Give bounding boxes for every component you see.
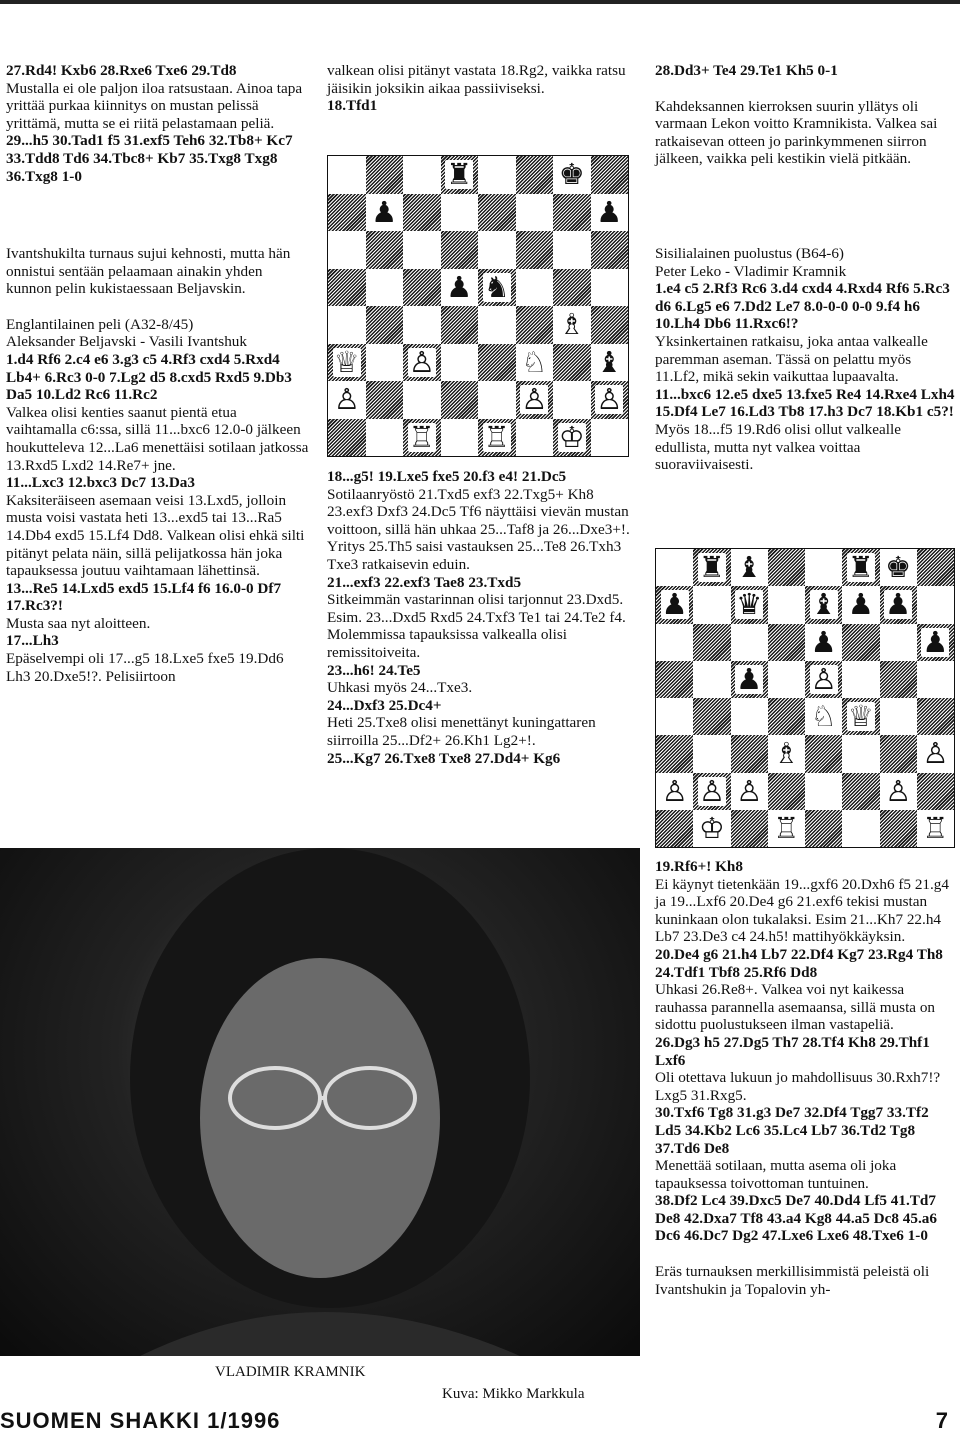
commentary-paragraph: Peter Leko - Vladimir Kramnik [655, 262, 847, 280]
board-square [516, 419, 554, 457]
commentary-paragraph: Aleksander Beljavski - Vasili Ivantshuk [6, 333, 247, 351]
column-1-top [6, 62, 310, 185]
commentary-paragraph: valkean olisi pitänyt vastata 18.Rg2, vaikka ratsu jäisikin joksikin aikaa passiiviseksi. [327, 62, 626, 97]
commentary-paragraph: Yksinkertainen ratkaisu, joka antaa valkealle paremman aseman. Tässä on pelattu myös 11.Lf2, mikä sekin vaikuttaa lupaavalta. [655, 332, 928, 386]
move-sequence: 24...Dxf3 25.Dc4+ [327, 696, 442, 714]
chess-piece: ♙ [698, 773, 725, 808]
board-square [768, 810, 805, 847]
board-square [842, 549, 879, 586]
move-sequence: 29...h5 30.Tad1 f5 31.exf5 Teh6 32.Tb8+ Kc7 33.Tdd8 Td6 34.Tbc8+ Kb7 35.Txg8 Txg8 36.Txg8 1-0 [6, 132, 293, 185]
board-square [403, 381, 441, 419]
board-square [768, 661, 805, 698]
board-square [693, 661, 730, 698]
board-square [731, 773, 768, 810]
move-sequence: 19.Rf6+! Kh8 [655, 858, 743, 875]
chess-piece: ♟ [661, 587, 688, 622]
move-sequence: 18.Tfd1 [327, 97, 378, 115]
board-square [328, 344, 366, 382]
board-square [553, 381, 591, 419]
board-square [366, 344, 404, 382]
board-square [768, 586, 805, 623]
chess-piece: ♕ [333, 344, 360, 379]
chess-piece: ♚ [885, 550, 912, 585]
magazine-footer: SUOMEN SHAKKI 1/1996 [0, 1408, 281, 1433]
move-sequence: 1.e4 c5 2.Rf3 Rc6 3.d4 cxd4 4.Rxd4 Rf6 5.Rc3 d6 6.Lg5 e6 7.Dd2 Le7 8.0-0-0 0-0 9.f4 h6 10.Lh4 Db6 11.Rxc6!? [655, 280, 950, 333]
board-square [805, 698, 842, 735]
board-square [731, 661, 768, 698]
board-square [553, 306, 591, 344]
board-square [693, 624, 730, 661]
commentary-paragraph: Sisilialainen puolustus (B64-6) [655, 245, 844, 262]
board-square [842, 624, 879, 661]
commentary-paragraph: Sotilaanryöstö 21.Txd5 exf3 22.Txg5+ Kh8 23.exf3 Dxf3 24.Dc5 Tf6 näyttäisi vievän mustan voittoon, sillä hän uhkaa 25...Taf8 ja 26...Dxe3+!. Yritys 25.Th5 saisi vastauksen 25...Te8 26.Txh3 Txe3 ratkaisevin eduin. [327, 485, 630, 573]
chess-piece: ♟ [810, 624, 837, 659]
chess-piece: ♔ [558, 419, 585, 454]
board-square [693, 735, 730, 772]
chess-piece: ♟ [847, 587, 874, 622]
chess-piece: ♘ [810, 699, 837, 734]
board-square [768, 624, 805, 661]
move-sequence: 25...Kg7 26.Txe8 Txe8 27.Dd4+ Kg6 [327, 749, 561, 767]
chess-piece: ♟ [922, 624, 949, 659]
board-square [366, 381, 404, 419]
move-sequence: 20.De4 g6 21.h4 Lb7 22.Df4 Kg7 23.Rg4 Th8 24.Tdf1 Tbf8 25.Rf6 Dd8 [655, 945, 943, 981]
board-square [441, 344, 479, 382]
chess-piece: ♗ [773, 736, 800, 771]
board-square [591, 194, 629, 232]
chess-piece: ♖ [922, 810, 949, 845]
board-square [842, 661, 879, 698]
board-square [917, 810, 954, 847]
chess-piece: ♛ [736, 587, 763, 622]
board-square [553, 156, 591, 194]
board-square [366, 156, 404, 194]
chess-piece: ♙ [521, 382, 548, 417]
board-square [403, 194, 441, 232]
chess-diagram-1 [327, 155, 629, 457]
board-square [768, 773, 805, 810]
board-square [553, 419, 591, 457]
board-square [842, 586, 879, 623]
chess-piece: ♝ [810, 587, 837, 622]
chess-piece: ♟ [885, 587, 912, 622]
board-square [805, 586, 842, 623]
chess-piece: ♙ [736, 773, 763, 808]
board-square [805, 549, 842, 586]
paragraph-gap [655, 1245, 955, 1263]
move-sequence: 21...exf3 22.exf3 Tae8 23.Txd5 [327, 573, 522, 591]
board-square [656, 735, 693, 772]
board-square [880, 549, 917, 586]
board-square [880, 735, 917, 772]
chess-piece: ♞ [483, 269, 510, 304]
chess-piece: ♚ [558, 157, 585, 192]
board-square [917, 549, 954, 586]
photo-credit: Kuva: Mikko Markkula [442, 1386, 585, 1402]
board-square [656, 624, 693, 661]
board-square [591, 344, 629, 382]
board-square [805, 735, 842, 772]
commentary-paragraph: Kahdeksannen kierroksen suurin yllätys oli varmaan Lekon voitto Kramnikista. Valkea sai ratkaisevan otteen jo parinkymmenen siirron jälkeen, vaikka peli kestikin vielä pitkään. [655, 97, 938, 168]
move-sequence: 13...Re5 14.Lxd5 exd5 15.Lf4 f6 16.0-0 Df7 17.Rc3?! [6, 579, 282, 615]
board-square [441, 419, 479, 457]
move-sequence: 30.Txf6 Tg8 31.g3 De7 32.Df4 Tgg7 33.Tf2 Ld5 34.Kb2 Lc6 35.Lc4 Lb7 36.Td2 Tg8 37.Td6 De8 [655, 1104, 929, 1157]
board-square [842, 698, 879, 735]
paragraph-gap [6, 298, 310, 316]
move-sequence: 17...Lh3 [6, 632, 59, 650]
board-square [516, 306, 554, 344]
column-2-main [327, 468, 631, 767]
column-1-main [6, 245, 310, 685]
column-3-top [655, 62, 955, 168]
commentary-paragraph: Eräs turnauksen merkillisimmistä peleistä oli Ivantshukin ja Topalovin yh- [655, 1263, 930, 1298]
board-square [731, 549, 768, 586]
board-square [880, 698, 917, 735]
chess-piece: ♙ [661, 773, 688, 808]
board-square [441, 269, 479, 307]
chess-piece: ♕ [847, 699, 874, 734]
board-square [553, 231, 591, 269]
board-square [656, 773, 693, 810]
board-square [656, 586, 693, 623]
commentary-paragraph: Oli otettava lukuun jo mahdollisuus 30.Rxh7!? Lxg5 31.Rxg5. [655, 1069, 941, 1104]
chess-piece: ♜ [698, 550, 725, 585]
board-square [880, 810, 917, 847]
board-square [553, 344, 591, 382]
board-square [656, 698, 693, 735]
commentary-paragraph: Menettää sotilaan, mutta asema oli joka tapauksessa toivottoman tuntuinen. [655, 1157, 897, 1192]
chess-piece: ♟ [371, 194, 398, 229]
board-square [516, 156, 554, 194]
move-sequence: 11...bxc6 12.e5 dxe5 13.fxe5 Re4 14.Rxe4 Lxh4 15.Df4 Le7 16.Ld3 Tb8 17.h3 Dc7 18.Kb1 c5?! [655, 385, 955, 421]
board-square [441, 381, 479, 419]
board-square [693, 549, 730, 586]
chess-piece: ♖ [408, 419, 435, 454]
board-square [366, 419, 404, 457]
move-sequence: 1.d4 Rf6 2.c4 e6 3.g3 c5 4.Rf3 cxd4 5.Rxd4 Lb4+ 6.Rc3 0-0 7.Lg2 d5 8.cxd5 Rxd5 9.Db3 Da5 10.Ld2 Rc6 11.Rc2 [6, 350, 292, 404]
chess-diagram-2 [655, 548, 955, 848]
board-square [917, 586, 954, 623]
board-square [478, 269, 516, 307]
board-square [880, 773, 917, 810]
board-square [917, 735, 954, 772]
move-sequence: 38.Df2 Lc4 39.Dxc5 De7 40.Dd4 Lf5 41.Td7 De8 42.Dxa7 Tf8 43.a4 Kg8 44.a5 Dc8 45.a6 Dc6 46.Dc7 Dg2 47.Lxe6 Lxe6 48.Txe6 1-0 [655, 1192, 937, 1245]
column-3-bottom [655, 858, 955, 1298]
chess-piece: ♘ [521, 344, 548, 379]
board-square [516, 344, 554, 382]
chess-piece: ♔ [698, 810, 725, 845]
board-square [768, 549, 805, 586]
chess-piece: ♙ [596, 382, 623, 417]
board-square [441, 231, 479, 269]
commentary-paragraph: Musta saa nyt aloitteen. [6, 614, 151, 632]
board-square [805, 661, 842, 698]
board-square [366, 231, 404, 269]
move-sequence: 23...h6! 24.Te5 [327, 661, 421, 679]
board-square [328, 194, 366, 232]
board-square [693, 698, 730, 735]
chess-piece: ♙ [408, 344, 435, 379]
board-square [591, 156, 629, 194]
chess-piece: ♖ [483, 419, 510, 454]
column-3-main [655, 245, 955, 474]
move-sequence: 26.Dg3 h5 27.Dg5 Th7 28.Tf4 Kh8 29.Thf1 Lxf6 [655, 1033, 930, 1069]
board-square [842, 773, 879, 810]
chess-piece: ♙ [333, 382, 360, 417]
board-square [917, 624, 954, 661]
board-square [693, 586, 730, 623]
board-square [478, 306, 516, 344]
board-square [403, 269, 441, 307]
board-square [880, 586, 917, 623]
board-square [693, 773, 730, 810]
board-square [805, 624, 842, 661]
board-square [656, 810, 693, 847]
board-square [478, 344, 516, 382]
commentary-paragraph: Epäselvempi oli 17...g5 18.Lxe5 fxe5 19.Dd6 Lh3 20.Dxe5!?. Pelisiirtoon [6, 650, 284, 685]
move-sequence: 11...Lxc3 12.bxc3 Dc7 13.Da3 [6, 474, 195, 492]
board-square [842, 810, 879, 847]
chess-piece: ♙ [885, 773, 912, 808]
board-square [478, 419, 516, 457]
board-square [516, 194, 554, 232]
portrait-image [0, 848, 640, 1356]
top-rule [0, 0, 960, 4]
page-number: 7 [935, 1408, 948, 1433]
commentary-paragraph: Mustalla ei ole paljon iloa ratsustaan. Ainoa tapa yrittää purkaa kiinnitys on mustan pelissä yrittämä, mutta se ei riitä pelastamaan peliä. [6, 79, 303, 132]
commentary-paragraph: Myös 18...f5 19.Rd6 olisi ollut valkealle edullista, mutta nyt valkea voittaa suoraviivaisesti. [655, 420, 901, 474]
board-square [516, 381, 554, 419]
board-square [917, 661, 954, 698]
move-sequence: 27.Rd4! Kxb6 28.Rxe6 Txe6 29.Td8 [6, 62, 237, 79]
board-square [842, 735, 879, 772]
board-square [731, 624, 768, 661]
board-square [768, 698, 805, 735]
board-square [366, 269, 404, 307]
chess-piece: ♟ [736, 661, 763, 696]
commentary-paragraph: Uhkasi 26.Re8+. Valkea voi nyt kaikessa rauhassa parannella asemaansa, sillä musta on sidottu puolustukseen ilman vastapeliä. [655, 981, 936, 1034]
move-sequence: 18...g5! 19.Lxe5 fxe5 20.f3 e4! 21.Dc5 [327, 468, 567, 485]
paragraph-gap [655, 80, 955, 98]
photo-caption: VLADIMIR KRAMNIK [215, 1364, 366, 1380]
board-square [731, 735, 768, 772]
chess-piece: ♙ [810, 661, 837, 696]
board-square [403, 156, 441, 194]
board-square [917, 698, 954, 735]
board-square [591, 306, 629, 344]
board-square [403, 306, 441, 344]
board-square [441, 306, 479, 344]
board-square [403, 419, 441, 457]
board-square [591, 381, 629, 419]
board-square [478, 156, 516, 194]
commentary-paragraph: Englantilainen peli (A32-8/45) [6, 315, 194, 333]
board-square [328, 231, 366, 269]
board-square [328, 419, 366, 457]
chess-piece: ♝ [736, 550, 763, 585]
commentary-paragraph: Valkea olisi kenties saanut pientä etua vaihtamalla c6:ssa, sillä 11...bxc6 12.0-0 jälkeen houkutteleva 12...La6 menettäisi sotilaan jatkossa 13.Rxd5 Lxd2 14.Re7+ jne. [6, 403, 309, 474]
board-square [731, 586, 768, 623]
board-square [478, 381, 516, 419]
board-square [880, 624, 917, 661]
board-square [656, 549, 693, 586]
board-square [805, 810, 842, 847]
board-square [328, 306, 366, 344]
board-square [366, 194, 404, 232]
board-square [656, 661, 693, 698]
chess-piece: ♜ [847, 550, 874, 585]
chess-piece: ♟ [446, 269, 473, 304]
board-square [478, 231, 516, 269]
board-square [768, 735, 805, 772]
chess-piece: ♙ [922, 736, 949, 771]
board-square [441, 156, 479, 194]
board-square [591, 231, 629, 269]
board-square [805, 773, 842, 810]
column-2-top [327, 62, 631, 115]
commentary-paragraph: Sitkeimmän vastarinnan olisi tarjonnut 23.Dxd5. Esim. 23...Dxd5 Rxd5 24.Txf3 Te1 tai 24.Te2 f4. Molemmissa tapauksissa valkealla olisi remissitoiveita. [327, 591, 626, 661]
board-square [403, 231, 441, 269]
board-square [328, 156, 366, 194]
board-square [591, 419, 629, 457]
board-square [917, 773, 954, 810]
board-square [478, 194, 516, 232]
board-square [516, 231, 554, 269]
board-square [591, 269, 629, 307]
board-square [516, 269, 554, 307]
board-square [328, 381, 366, 419]
board-square [731, 810, 768, 847]
player-photo [0, 848, 640, 1356]
board-square [731, 698, 768, 735]
chess-piece: ♗ [558, 307, 585, 342]
board-square [403, 344, 441, 382]
board-square [441, 194, 479, 232]
chess-piece: ♝ [596, 344, 623, 379]
chess-piece: ♟ [596, 194, 623, 229]
board-square [880, 661, 917, 698]
commentary-paragraph: Ivantshukilta turnaus sujui kehnosti, mutta hän onnistui sentään pelaamaan ainakin yhden kunnon pelin kukistaessaan Beljavskin. [6, 245, 291, 298]
board-square [693, 810, 730, 847]
commentary-paragraph: Ei käynyt tietenkään 19...gxf6 20.Dxh6 f5 21.g4 ja 19...Lxf6 20.De4 g6 21.exf6 tekisi mustan kuninkaan olon tukalaksi. Esim 21...Kh7 22.h4 Lb7 23.De3 c4 24.h5! mattihyökkäyksin. [655, 875, 949, 946]
board-square [553, 269, 591, 307]
chess-piece: ♜ [446, 157, 473, 192]
move-sequence: 28.Dd3+ Te4 29.Te1 Kh5 0-1 [655, 62, 838, 79]
board-square [553, 194, 591, 232]
commentary-paragraph: Uhkasi myös 24...Txe3. [327, 679, 473, 697]
commentary-paragraph: Kaksiteräiseen asemaan veisi 13.Lxd5, jolloin musta voisi vastata heti 13...exd5 tai 13...Ra5 14.Db4 exd5 15.Lf4 Dd8. Valkean olisi ehkä silti pitänyt pelata näin, sillä pelijatkossa hän joka tapauksessa joutuu vaihtamaan lähettinsä. [6, 491, 305, 580]
board-square [366, 306, 404, 344]
board-square [328, 269, 366, 307]
commentary-paragraph: Heti 25.Txe8 olisi menettänyt kuningattaren siirroilla 25...Df2+ 26.Kh1 Lg2+!. [327, 714, 596, 749]
chess-piece: ♖ [773, 810, 800, 845]
